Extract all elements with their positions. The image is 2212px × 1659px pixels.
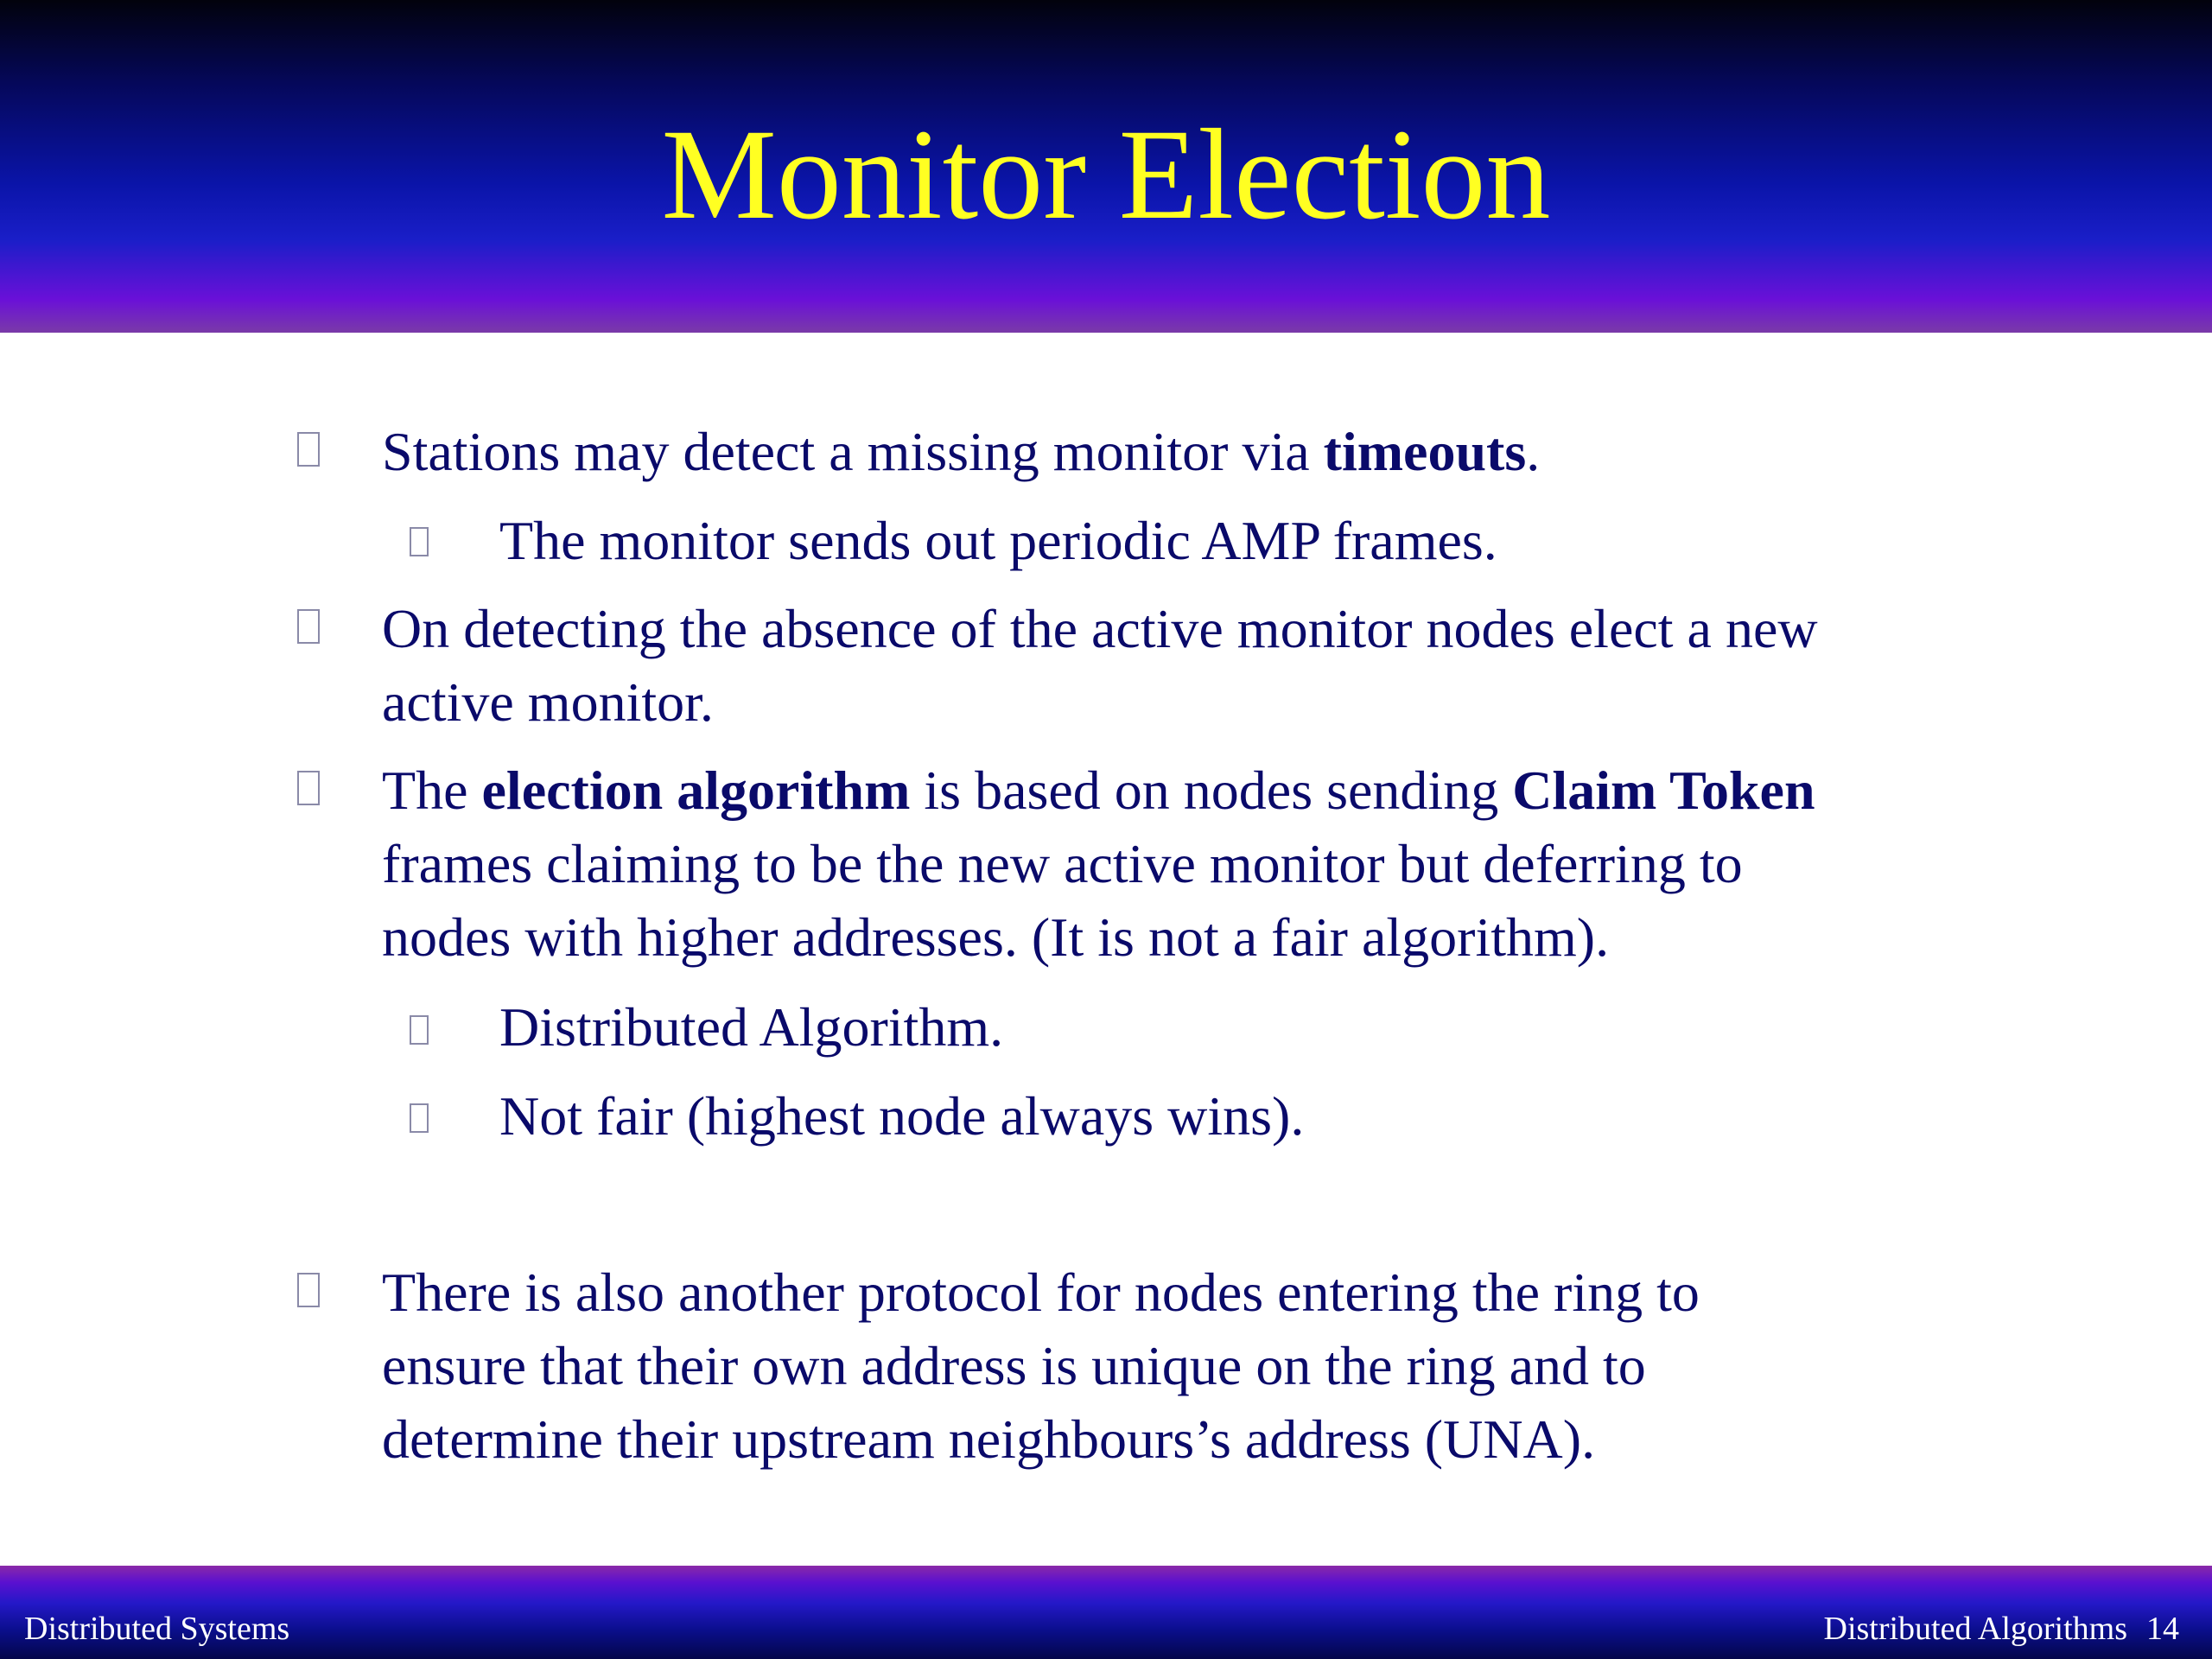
- bullet-icon: [297, 1273, 320, 1307]
- bold-term-claim-token: Claim Token: [1512, 760, 1815, 821]
- sub-bullet-text: Not fair (highest node always wins).: [499, 1085, 1305, 1147]
- text-segment: is based on nodes sending: [910, 760, 1513, 821]
- bullet-text-line: On detecting the absence of the active monitor nodes elect a new: [382, 598, 1818, 659]
- sub-bullet-icon: [410, 1103, 429, 1133]
- sub-bullet-text: The monitor sends out periodic AMP frames.: [499, 510, 1497, 571]
- bullet-text-line: active monitor.: [382, 671, 714, 733]
- sub-bullet-icon: [410, 1015, 429, 1045]
- text-segment: Stations may detect a missing monitor via: [382, 421, 1324, 482]
- footer-section-name: Distributed Algorithms: [1823, 1611, 2127, 1647]
- bullet-icon: [297, 432, 320, 467]
- bullet-text-line: frames claiming to be the new active monitor but deferring to: [382, 833, 1743, 894]
- bullet-text-line: determine their upstream neighbours’s address (UNA).: [382, 1408, 1596, 1470]
- bullet-icon: [297, 771, 320, 805]
- bullet-icon: [297, 609, 320, 644]
- bullet-text-line: nodes with higher addresses. (It is not a fair algorithm).: [382, 906, 1610, 968]
- slide-title: Monitor Election: [661, 103, 1551, 246]
- sub-bullet-text: Distributed Algorithm.: [499, 996, 1004, 1058]
- page-number: 14: [2146, 1611, 2179, 1647]
- footer-section: [1824, 1609, 2180, 1649]
- bold-term-election-algorithm: election algorithm: [481, 760, 911, 821]
- bullet-text-election: [382, 753, 1815, 828]
- bold-term-timeouts: timeouts: [1323, 421, 1527, 482]
- text-segment: .: [1526, 421, 1541, 482]
- text-segment: The: [382, 760, 482, 821]
- bullet-text-timeouts: [382, 415, 1540, 489]
- bullet-text-line: There is also another protocol for nodes entering the ring to: [382, 1262, 1700, 1323]
- bullet-text-line: ensure that their own address is unique on the ring and to: [382, 1335, 1646, 1396]
- sub-bullet-icon: [410, 527, 429, 556]
- footer-bar: [0, 1566, 2212, 1659]
- footer-course-name: Distributed Systems: [24, 1611, 290, 1647]
